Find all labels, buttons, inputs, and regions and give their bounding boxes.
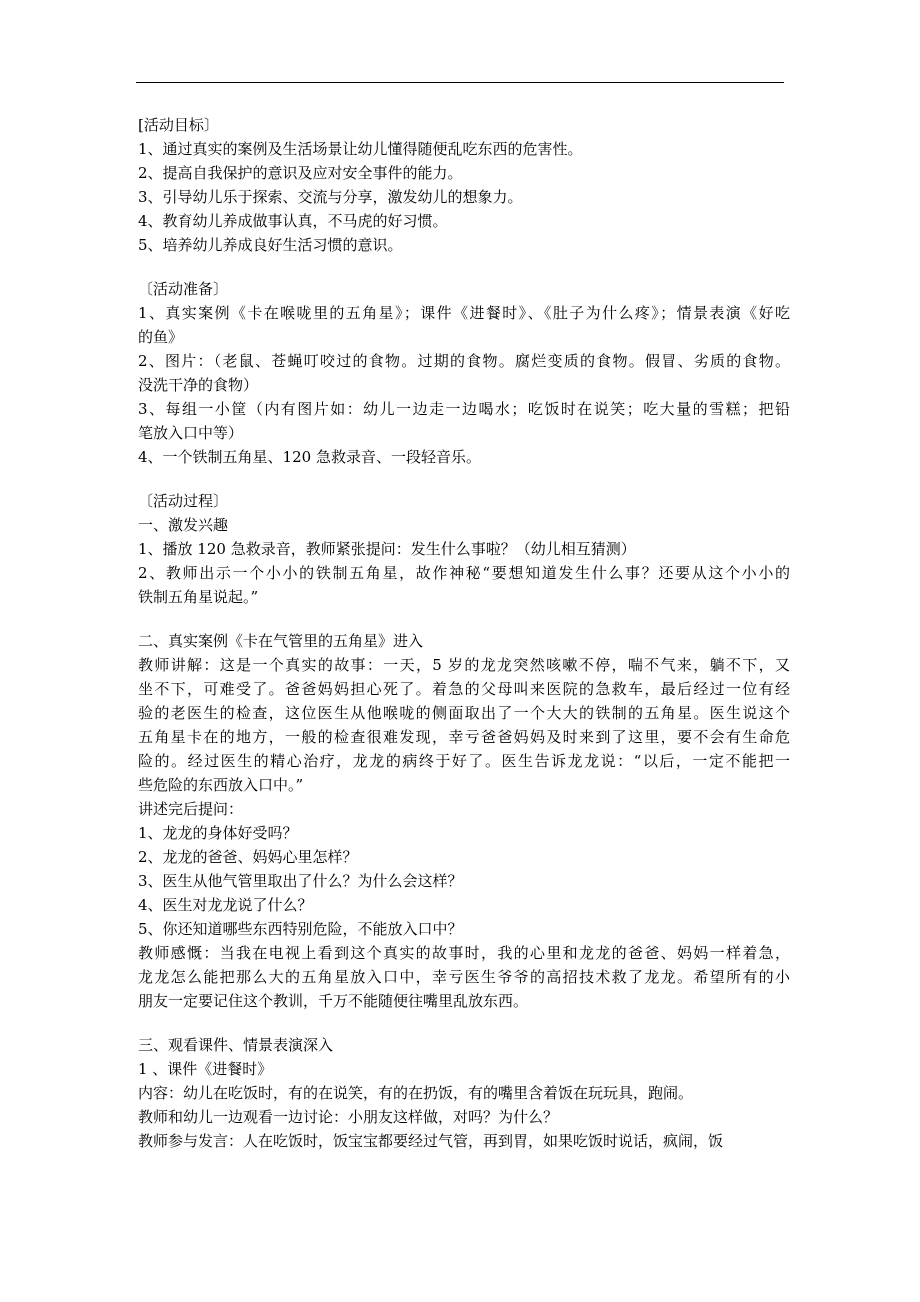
blank-line (138, 1013, 790, 1033)
text-line: 教师讲解：这是一个真实的故事：一天，5 岁的龙龙突然咳嗽不停，喘不气来，躺不下，又 (138, 656, 790, 674)
text-line: 教师和幼儿一边观看一边讨论：小朋友这样做，对吗？为什么？ (138, 1108, 559, 1126)
text-line: 2、图片：（老鼠、苍蝇叮咬过的食物。过期的食物。腐烂变质的食物。假冒、劣质的食物。 (138, 352, 790, 370)
text-line: 5、你还知道哪些东西特别危险，不能放入口中？ (138, 920, 463, 938)
subheading: 一、激发兴趣 (138, 516, 229, 534)
text-line: 的鱼》 (138, 328, 184, 346)
text-line: 4、医生对龙龙说了什么？ (138, 896, 313, 914)
header-rule (136, 82, 784, 83)
text-line: 1 、课件《进餐时》 (138, 1060, 273, 1078)
text-line: 3、医生从他气管里取出了什么？为什么会这样？ (138, 872, 463, 890)
section-heading-goals: [活动目标〕 (138, 116, 219, 134)
section-heading-preparation: 〔活动准备〕 (138, 280, 229, 298)
text-line: 5、培养幼儿养成良好生活习惯的意识。 (138, 236, 403, 254)
text-line: 教师感慨：当我在电视上看到这个真实的故事时，我的心里和龙龙的爸爸、妈妈一样着急， (138, 944, 790, 962)
blank-line (138, 469, 790, 489)
text-line: 4、一个铁制五角星、120 急救录音、一段轻音乐。 (138, 448, 481, 466)
text-line: 坐不下，可难受了。爸爸妈妈担心死了。着急的父母叫来医院的急救车，最后经过一位有经 (138, 680, 790, 698)
text-line: 险的。经过医生的精心治疗，龙龙的病终于好了。医生告诉龙龙说：“以后，一定不能把一 (138, 752, 790, 770)
document-body (138, 113, 790, 1153)
text-line: 1、通过真实的案例及生活场景让幼儿懂得随便乱吃东西的危害性。 (138, 140, 583, 158)
text-line: 3、引导幼儿乐于探索、交流与分享，激发幼儿的想象力。 (138, 188, 523, 206)
text-line: 龙龙怎么能把那么大的五角星放入口中，幸亏医生爷爷的高招技术救了龙龙。希望所有的小 (138, 968, 790, 986)
subheading: 三、观看课件、情景表演深入 (138, 1036, 334, 1054)
blank-line (138, 609, 790, 629)
text-line: 1、龙龙的身体好受吗？ (138, 824, 298, 842)
text-line: 笔放入口中等） (138, 424, 244, 442)
text-line: 些危险的东西放入口中。” (138, 776, 304, 794)
text-line: 1、真实案例《卡在喉咙里的五角星》；课件《进餐时》、《肚子为什么疼》；情景表演《好吃 (138, 304, 790, 322)
text-line: 朋友一定要记住这个教训，千万不能随便往嘴里乱放东西。 (138, 992, 529, 1010)
text-line: 1、播放 120 急救录音，教师紧张提问：发生什么事啦？（幼儿相互猜测） (138, 540, 636, 558)
text-line: 3、每组一小筐（内有图片如：幼儿一边走一边喝水；吃饭时在说笑；吃大量的雪糕；把铅 (138, 400, 790, 418)
text-line: 2、教师出示一个小小的铁制五角星，故作神秘“要想知道发生什么事？还要从这个小小的 (138, 564, 790, 582)
text-line: 2、提高自我保护的意识及应对安全事件的能力。 (138, 164, 463, 182)
subheading: 二、真实案例《卡在气管里的五角星》进入 (138, 632, 424, 650)
text-line: 内容：幼儿在吃饭时，有的在说笑，有的在扔饭，有的嘴里含着饭在玩玩具，跑闹。 (138, 1084, 694, 1102)
text-line: 验的老医生的检查，这位医生从他喉咙的侧面取出了一个大大的铁制的五角星。医生说这个 (138, 704, 790, 722)
section-heading-process: 〔活动过程〕 (138, 492, 229, 510)
text-line: 2、龙龙的爸爸、妈妈心里怎样？ (138, 848, 358, 866)
text-line: 五角星卡在的地方，一般的检查很难发现，幸亏爸爸妈妈及时来到了这里，要不会有生命危 (138, 728, 790, 746)
text-line: 讲述完后提问： (138, 800, 244, 818)
blank-line (138, 257, 790, 277)
text-line: 教师参与发言：人在吃饭时，饭宝宝都要经过气管，再到胃，如果吃饭时说话，疯闹，饭 (138, 1132, 724, 1150)
text-line: 没洗干净的食物） (138, 376, 259, 394)
text-line: 4、教育幼儿养成做事认真，不马虎的好习惯。 (138, 212, 448, 230)
text-line: 铁制五角星说起。” (138, 588, 259, 606)
